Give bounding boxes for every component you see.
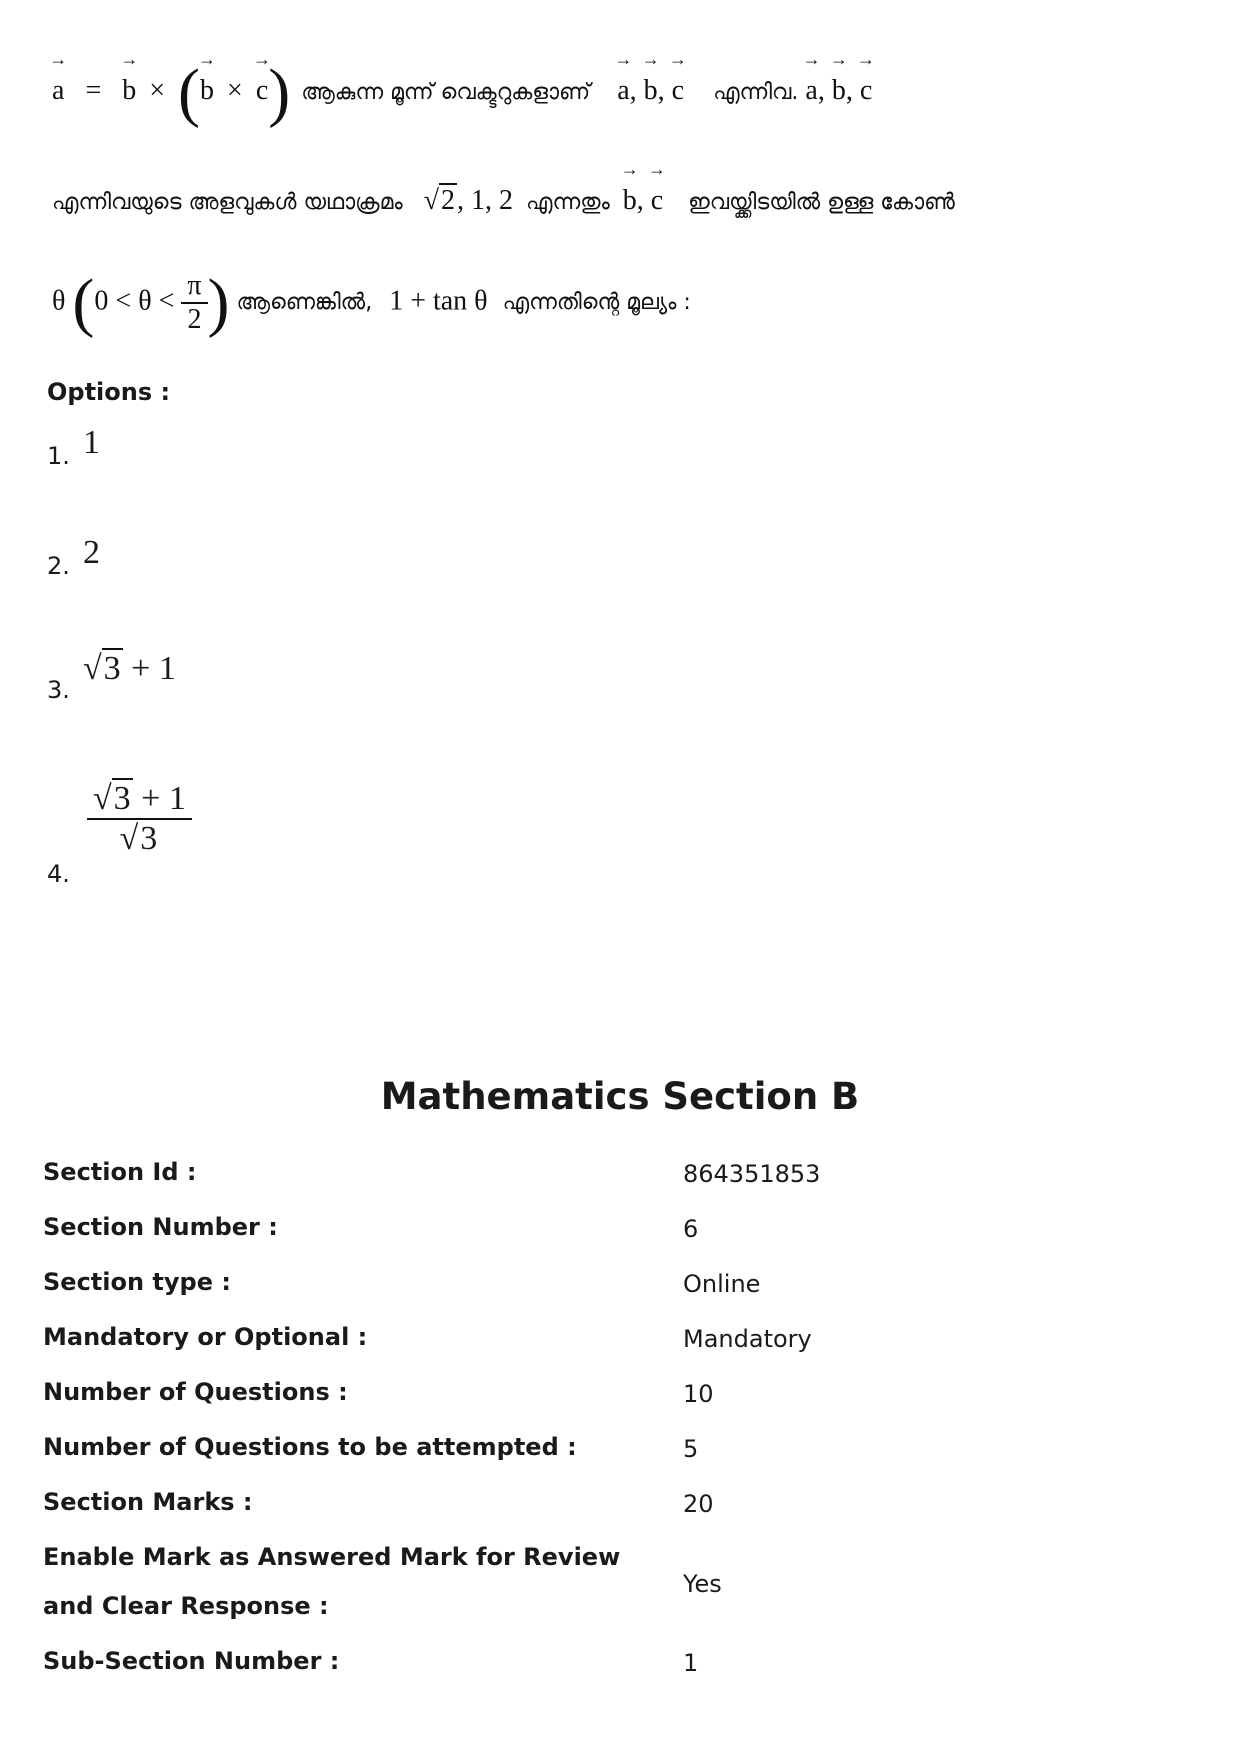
option-3 <box>47 650 176 704</box>
theta-symbol: θ <box>52 285 66 317</box>
section-title: Mathematics Section B <box>380 1075 860 1118</box>
question-image <box>52 30 955 360</box>
info-value: 1 <box>683 1649 699 1677</box>
vector-b: → b <box>623 185 637 217</box>
malayalam-text: എന്നിവയുടെ അളവുകൾ യഥാക്രമം <box>52 190 403 215</box>
vector-c-list-2: → c <box>860 75 872 107</box>
options-label: Options : <box>47 378 171 406</box>
cross-sign: × <box>149 75 166 107</box>
cross-sign-inner: × <box>227 75 243 107</box>
option-number: 1. <box>47 442 70 470</box>
option-1 <box>47 424 100 470</box>
vector-b: → b <box>122 75 136 107</box>
sqrt-two: √2 <box>423 185 456 216</box>
option-value <box>87 780 192 858</box>
option-4 <box>47 780 186 888</box>
vector-c-list: → c <box>672 75 684 107</box>
option-number: 4. <box>47 860 70 888</box>
option-number: 3. <box>47 676 70 704</box>
info-value: Online <box>683 1270 761 1298</box>
paren-close: ) <box>207 266 230 339</box>
info-value: 5 <box>683 1435 699 1463</box>
info-label: Section Number : <box>43 1213 278 1241</box>
vector-a-list: → a <box>617 75 629 107</box>
malayalam-text: ഇവയ്ക്കിടയിൽ ഉള്ള കോൺ <box>688 190 955 215</box>
option-2 <box>47 534 100 580</box>
info-value: Mandatory <box>683 1325 812 1353</box>
vector-c-inner: → c <box>256 75 268 107</box>
question-line-3 <box>52 266 691 339</box>
radicand: 3 <box>103 650 121 687</box>
inequality: 0 < θ < <box>94 285 175 317</box>
malayalam-text: എന്നതും <box>526 190 610 215</box>
info-label: Number of Questions : <box>43 1378 348 1406</box>
question-line-1: → a = → b × (→ b × → c) ആകുന്ന മൂന്ന് വെക്ടറുകളാണ് → a, → b, → c എന്നിവ. → a, → b, → c <box>52 60 872 126</box>
info-value: 20 <box>683 1490 714 1518</box>
vector-c: → c <box>651 185 663 217</box>
malayalam-text: ആണെങ്കിൽ, <box>236 290 373 316</box>
info-label: Section Id : <box>43 1158 197 1186</box>
info-label: Enable Mark as Answered Mark for Review and Clear Response : <box>43 1543 621 1620</box>
info-value: 864351853 <box>683 1160 821 1188</box>
plus-one: + 1 <box>131 650 176 687</box>
info-label: Section Marks : <box>43 1488 253 1516</box>
info-label: Number of Questions to be attempted : <box>43 1433 577 1461</box>
vector-b-list-2: → b <box>832 75 846 107</box>
option-value: √3 + 1 <box>83 650 176 687</box>
option-value: 1 <box>83 424 100 461</box>
paren-open: ( <box>72 266 95 339</box>
option-value: 2 <box>83 534 100 571</box>
info-value: 6 <box>683 1215 699 1243</box>
fraction: $\frac{√3 + 1}{√3}$ <box>87 780 192 858</box>
malayalam-text: എന്നിവ. <box>713 80 799 106</box>
question-line-2: എന്നിവയുടെ അളവുകൾ യഥാക്രമം √2, 1, 2 എന്നതും → b, → c ഇവയ്ക്കിടയിൽ ഉള്ള കോൺ <box>52 185 955 217</box>
pi-over-two: $\frac{\pi}{2}$ <box>181 270 207 336</box>
vector-a: → a <box>52 75 64 107</box>
vector-b-list: → b <box>644 75 658 107</box>
paren-close: ) <box>268 56 291 129</box>
equals-sign: = <box>85 75 102 107</box>
info-value: 10 <box>683 1380 714 1408</box>
info-label: Sub-Section Number : <box>43 1647 340 1675</box>
expression: 1 + tan θ <box>389 285 488 317</box>
info-label: Mandatory or Optional : <box>43 1323 368 1351</box>
option-number: 2. <box>47 552 70 580</box>
info-label: Section type : <box>43 1268 231 1296</box>
malayalam-text: ആകുന്ന മൂന്ന് വെക്ടറുകളാണ് <box>301 80 591 106</box>
magnitude-values: , 1, 2 <box>457 185 514 216</box>
vector-b-inner: → b <box>200 75 214 107</box>
malayalam-text: എന്നതിന്റെ മൂല്യം : <box>502 290 691 316</box>
vector-a-list-2: → a <box>805 75 817 107</box>
paren-open: ( <box>178 56 201 129</box>
info-value: Yes <box>683 1570 722 1598</box>
